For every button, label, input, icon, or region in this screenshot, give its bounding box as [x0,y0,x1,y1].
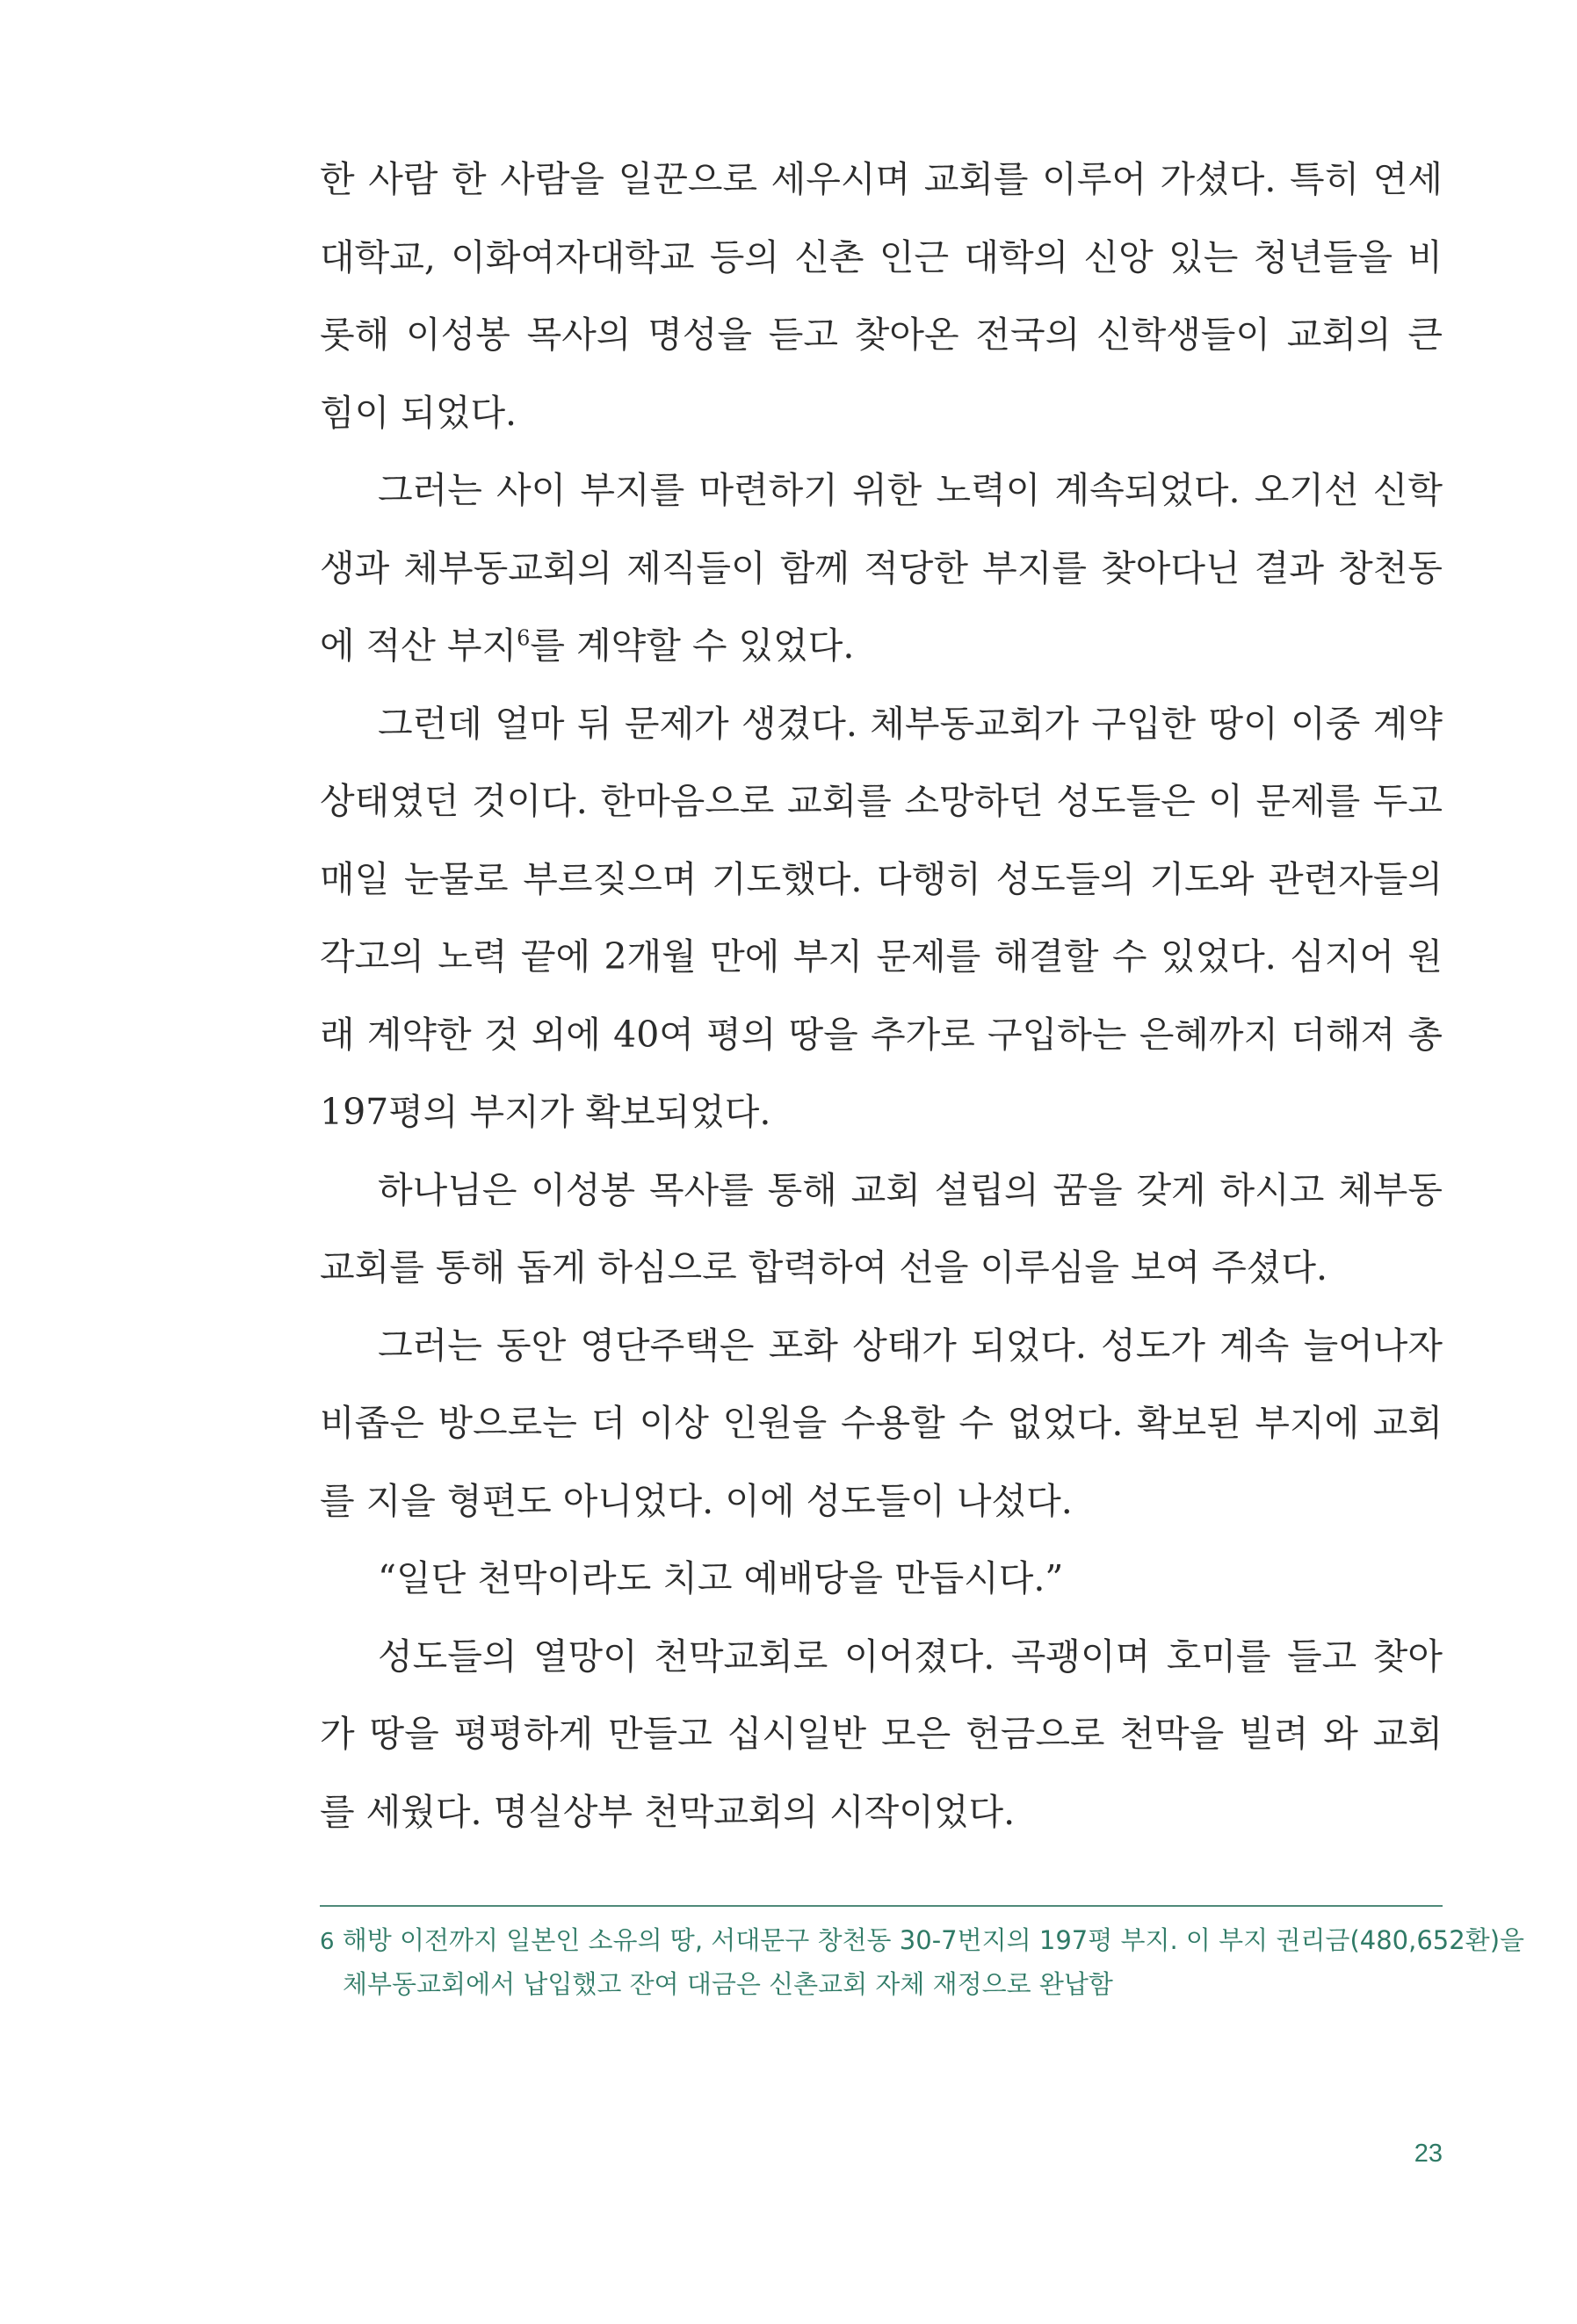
paragraph-2 [320,451,1443,685]
body-text [320,141,1443,1851]
footnote-divider [320,1905,1443,1907]
paragraph-4: 하나님은 이성봉 목사를 통해 교회 설립의 꿈을 갖게 하시고 체부동교회를 통해 돕게 하심으로 합력하여 선을 이루심을 보여 주셨다. [320,1168,1443,1288]
page-number: 23 [1414,2140,1443,2168]
paragraph-3: 그런데 얼마 뒤 문제가 생겼다. 체부동교회가 구입한 땅이 이중 계약 상태였던 것이다. 한마음으로 교회를 소망하던 성도들은 이 문제를 두고 매일 눈물로 부르짖으며 기도했다. 다행히 성도들의 기도와 관련자들의 각고의 노력 끝에 2개월 만에 부지 문제를 해결할 수 있었다. 심지어 원래 계약한 것 외에 40여 평의 땅을 추가로 구입하는 은혜까지 더해져 총 197평의 부지가 확보되었다. [320,702,1443,1133]
paragraph-2-text: 그러는 사이 부지를 마련하기 위한 노력이 계속되었다. 오기선 신학생과 체부동교회의 제직들이 함께 적당한 부지를 찾아다닌 결과 창천동에 적산 부지 [320,469,1443,667]
paragraph-5: 그러는 동안 영단주택은 포화 상태가 되었다. 성도가 계속 늘어나자 비좁은 방으로는 더 이상 인원을 수용할 수 없었다. 확보된 부지에 교회를 지을 형편도 아니었다. 이에 성도들이 나섰다. [320,1324,1443,1522]
paragraph-1: 한 사람 한 사람을 일꾼으로 세우시며 교회를 이루어 가셨다. 특히 연세대학교, 이화여자대학교 등의 신촌 인근 대학의 신앙 있는 청년들을 비롯해 이성봉 목사의 명성을 듣고 찾아온 전국의 신학생들이 교회의 큰 힘이 되었다. [320,158,1443,434]
footnote-line-2: 체부동교회에서 납입했고 잔여 대금은 신촌교회 자체 재정으로 완납함 [343,1969,1113,1999]
footnote-text-1: 해방 이전까지 일본인 소유의 땅, 서대문구 창천동 30-7번지의 197평 부지. 이 부지 권리금(480,652환)을 [342,1925,1525,1955]
footnote-reference[interactable]: 6 [517,625,531,651]
footnote [320,1919,1525,2005]
footnote-line-1 [320,1919,1525,1963]
paragraph-2-tail: 를 계약할 수 있었다. [530,624,855,667]
paragraph-7: 성도들의 열망이 천막교회로 이어졌다. 곡괭이며 호미를 들고 찾아가 땅을 평평하게 만들고 십시일반 모은 헌금으로 천막을 빌려 와 교회를 세웠다. 명실상부 천막교회의 시작이었다. [320,1635,1443,1833]
footnote-number: 6 [320,1929,335,1955]
paragraph-6-quote: “일단 천막이라도 치고 예배당을 만듭시다.” [378,1557,1064,1599]
